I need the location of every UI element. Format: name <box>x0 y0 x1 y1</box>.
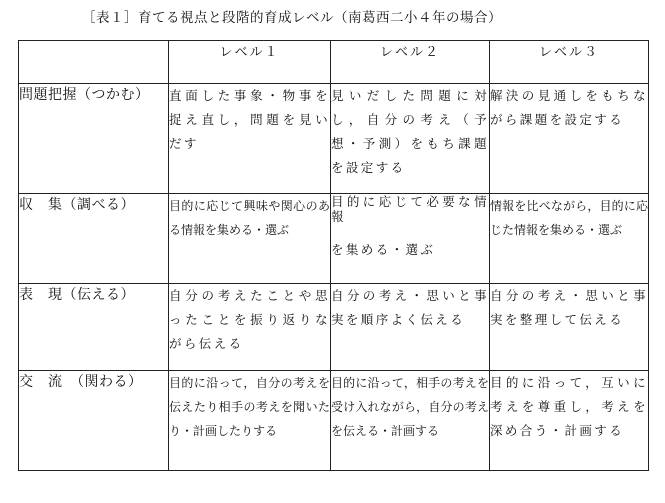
table-header-row <box>19 41 649 84</box>
table-cell: 目的に沿って，自分の考えを伝えたり相手の考えを聞いたり・計画したりする <box>169 371 331 471</box>
cell-line: を集める・選ぶ <box>331 242 436 257</box>
table-row <box>19 284 649 371</box>
row-header-collect: 収 集（調べる） <box>19 194 169 284</box>
table-cell: 目的に沿って，互いに考えを尊重し，考えを深め合う・計画する <box>490 371 649 471</box>
corner-cell <box>19 41 169 84</box>
table-cell: 情報を比べながら，目的に応じた情報を集める・選ぶ <box>490 194 649 284</box>
cell-line: 目的に応じて必要な情報 <box>331 194 489 224</box>
table-cell: 自分の考えたことや思ったことを振り返りながら伝える <box>169 284 331 371</box>
growth-level-table <box>18 40 649 471</box>
column-header-level-3: レベル３ <box>490 41 649 84</box>
column-header-level-1: レベル１ <box>169 41 331 84</box>
row-header-express: 表 現（伝える） <box>19 284 169 371</box>
table-cell: 目的に応じて興味や関心のある情報を集める・選ぶ <box>169 194 331 284</box>
table-cell: 目的に沿って，相手の考えを受け入れながら，自分の考えを伝える・計画する <box>331 371 490 471</box>
column-header-level-2: レベル２ <box>331 41 490 84</box>
table-row <box>19 194 649 284</box>
table-cell: 自分の考え・思いと事実を順序よく伝える <box>331 284 490 371</box>
table-cell: 直面した事象・物事を捉え直し，問題を見いだす <box>169 84 331 194</box>
table-row <box>19 84 649 194</box>
table-caption: ［表１］育てる視点と段階的育成レベル（南葛西二小４年の場合） <box>82 10 502 26</box>
row-header-problem: 問題把握（つかむ） <box>19 84 169 194</box>
table-cell: 解決の見通しをもちながら課題を設定する <box>490 84 649 194</box>
table-cell <box>331 194 490 284</box>
table-cell: 見いだした問題に対し，自分の考え（予想・予測）をもち課題を設定する <box>331 84 490 194</box>
table-row <box>19 371 649 471</box>
row-header-interact: 交 流 （関わる） <box>19 371 169 471</box>
table-cell: 自分の考え・思いと事実を整理して伝える <box>490 284 649 371</box>
